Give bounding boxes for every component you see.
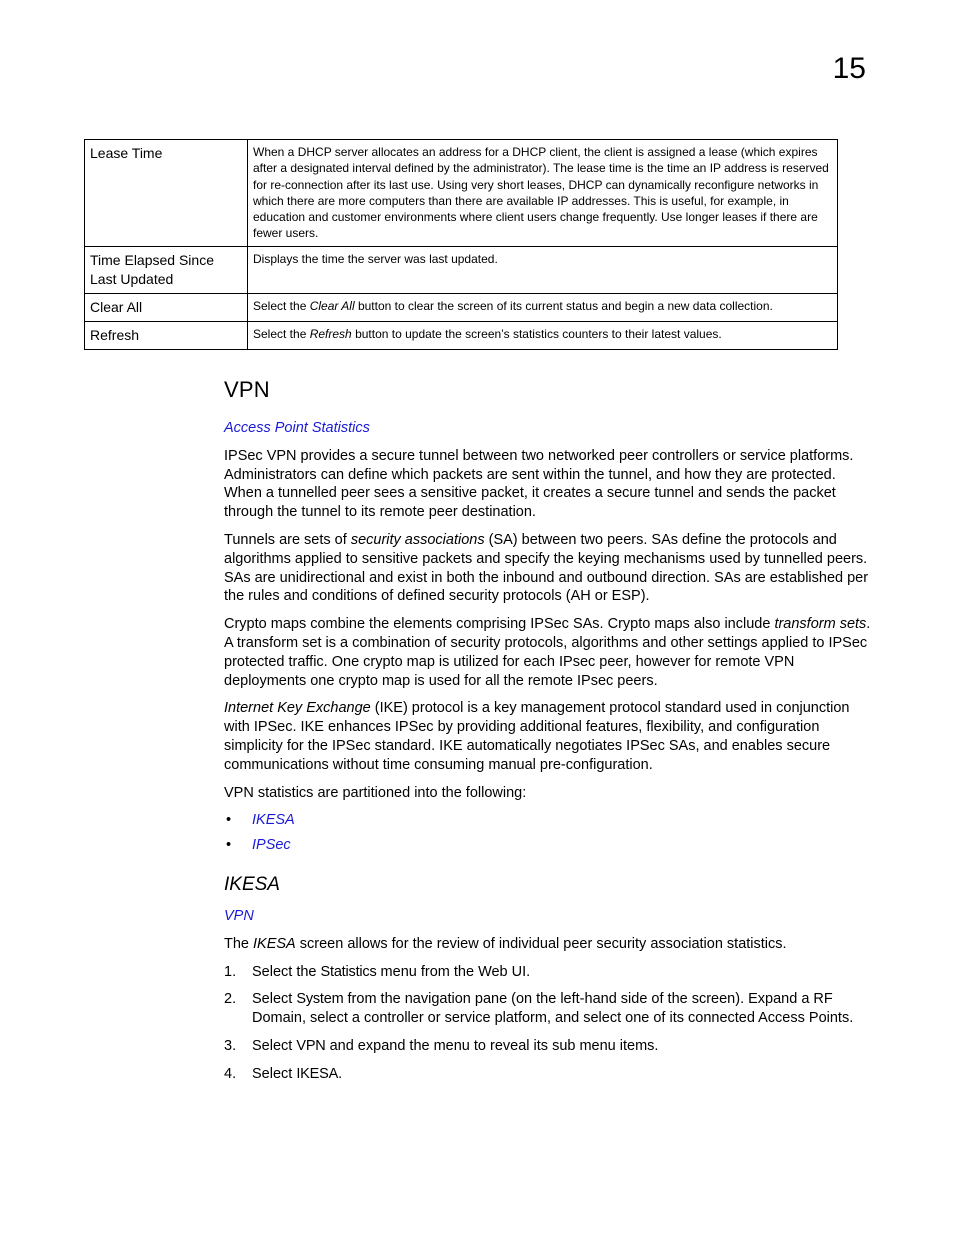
term-cell: Time Elapsed Since Last Updated bbox=[85, 246, 248, 293]
section-heading-vpn: VPN bbox=[224, 377, 270, 402]
text: Select bbox=[252, 1037, 297, 1054]
step-number: 1. bbox=[224, 963, 237, 980]
xref-link-vpn[interactable]: VPN bbox=[224, 907, 254, 924]
ui-label: Statistics bbox=[320, 963, 377, 980]
text: screen allows for the review of individual peer security association statistics. bbox=[295, 935, 787, 952]
desc-emphasis: Clear All bbox=[309, 298, 355, 313]
text: . A transform set is a combination of security protocols, algorithms and other settings applied to IPSec protected traffic. One crypto map is utilized for each IPsec peer, however for remote VPN deployments one crypto map is used for all the remote IPsec peers. bbox=[224, 616, 871, 689]
term-cell: Lease Time bbox=[85, 140, 248, 247]
desc-text: Select the bbox=[253, 326, 310, 341]
emphasis: transform sets bbox=[774, 616, 867, 633]
text: The bbox=[224, 935, 254, 952]
table-row bbox=[85, 293, 838, 321]
section-heading-ikesa: IKESA bbox=[224, 873, 280, 895]
paragraph: VPN statistics are partitioned into the following: bbox=[224, 784, 527, 801]
table-row bbox=[85, 321, 838, 349]
paragraph bbox=[224, 615, 874, 690]
term-cell: Clear All bbox=[85, 293, 248, 321]
bullet-list bbox=[224, 811, 874, 855]
list-item bbox=[224, 836, 874, 855]
desc-emphasis: Refresh bbox=[309, 326, 352, 341]
text: (IKE) protocol is a key management protocol standard used in conjunction with IPSec. IKE enhances IPSec by providing additional features, flexibility, and configuration simplicity for the IPSec standard. IKE automatically negotiates IPSec SAs, and enables secure communications without time consuming manual pre-configuration. bbox=[224, 700, 850, 773]
definitions-table bbox=[84, 139, 838, 350]
bullet-icon: • bbox=[226, 837, 232, 854]
main-content bbox=[224, 376, 874, 1093]
text: . bbox=[338, 1065, 343, 1082]
step-item bbox=[224, 963, 874, 982]
emphasis: security associations bbox=[350, 531, 485, 548]
text: (SA) between two peers. SAs define the protocols and algorithms applied to sensitive packets and specify the keying mechanisms used by tunnelled peers. SAs are unidirectional and exist in both the inbound and outbound direction. SAs are established per the rules and conditions of defined security protocols (AH or ESP). bbox=[224, 531, 869, 605]
text: Select the bbox=[252, 963, 321, 980]
ui-label: IKESA bbox=[296, 1065, 339, 1082]
link-ipsec[interactable]: IPSec bbox=[252, 837, 291, 854]
paragraph: IPSec VPN provides a secure tunnel between two networked peer controllers or service platforms. Administrators can define which packets are sent within the tunnel, and how they are protected. When a tunnelled peer sees a sensitive packet, it creates a secure tunnel and sends the packet through the tunnel to its remote peer destination. bbox=[224, 447, 854, 521]
description-cell: When a DHCP server allocates an address for a DHCP client, the client is assigned a lease (which expires after a designated interval defined by the administrator). The lease time is the time an IP address is reserved for re-connection after its last use. Using very short leases, DHCP can dynamically reconfigure networks in which there are more computers than there are available IP addresses. This is useful, for example, in education and customer environments where client users change frequently. Use longer leases if there are fewer users. bbox=[248, 140, 838, 247]
paragraph bbox=[224, 699, 874, 774]
ui-label: VPN bbox=[296, 1037, 326, 1054]
desc-text: button to update the screen’s statistics counters to their latest values. bbox=[351, 326, 722, 341]
term-cell: Refresh bbox=[85, 321, 248, 349]
text: and expand the menu to reveal its sub menu items. bbox=[325, 1037, 659, 1054]
paragraph bbox=[224, 531, 874, 606]
emphasis: IKESA bbox=[253, 935, 296, 952]
steps-list bbox=[224, 963, 874, 1084]
text: Select bbox=[252, 991, 297, 1008]
xref-link-access-point-statistics[interactable]: Access Point Statistics bbox=[224, 420, 370, 436]
text: menu from the Web UI. bbox=[376, 963, 531, 980]
paragraph bbox=[224, 935, 874, 954]
list-item bbox=[224, 811, 874, 830]
desc-text: button to clear the screen of its current status and begin a new data collection. bbox=[354, 298, 773, 313]
step-item bbox=[224, 1037, 874, 1056]
table-row bbox=[85, 140, 838, 247]
chapter-number: 15 bbox=[832, 52, 866, 85]
text: Select bbox=[252, 1065, 297, 1082]
bullet-icon: • bbox=[226, 812, 232, 829]
description-cell bbox=[248, 321, 838, 349]
step-item bbox=[224, 990, 874, 1028]
description-cell: Displays the time the server was last updated. bbox=[248, 246, 838, 293]
step-item bbox=[224, 1065, 874, 1084]
table-row bbox=[85, 246, 838, 293]
ui-label: System bbox=[296, 991, 344, 1008]
link-ikesa[interactable]: IKESA bbox=[252, 812, 295, 829]
emphasis: Internet Key Exchange bbox=[224, 700, 371, 717]
step-number: 2. bbox=[224, 991, 237, 1008]
text: Crypto maps combine the elements comprising IPSec SAs. Crypto maps also include bbox=[224, 616, 775, 633]
step-number: 4. bbox=[224, 1065, 237, 1082]
step-number: 3. bbox=[224, 1037, 237, 1054]
text: Tunnels are sets of bbox=[224, 531, 351, 548]
description-cell bbox=[248, 293, 838, 321]
text: from the navigation pane (on the left-hand side of the screen). Expand a RF Domain, select a controller or service platform, and select one of its connected Access Points. bbox=[252, 991, 854, 1027]
desc-text: Select the bbox=[253, 298, 310, 313]
